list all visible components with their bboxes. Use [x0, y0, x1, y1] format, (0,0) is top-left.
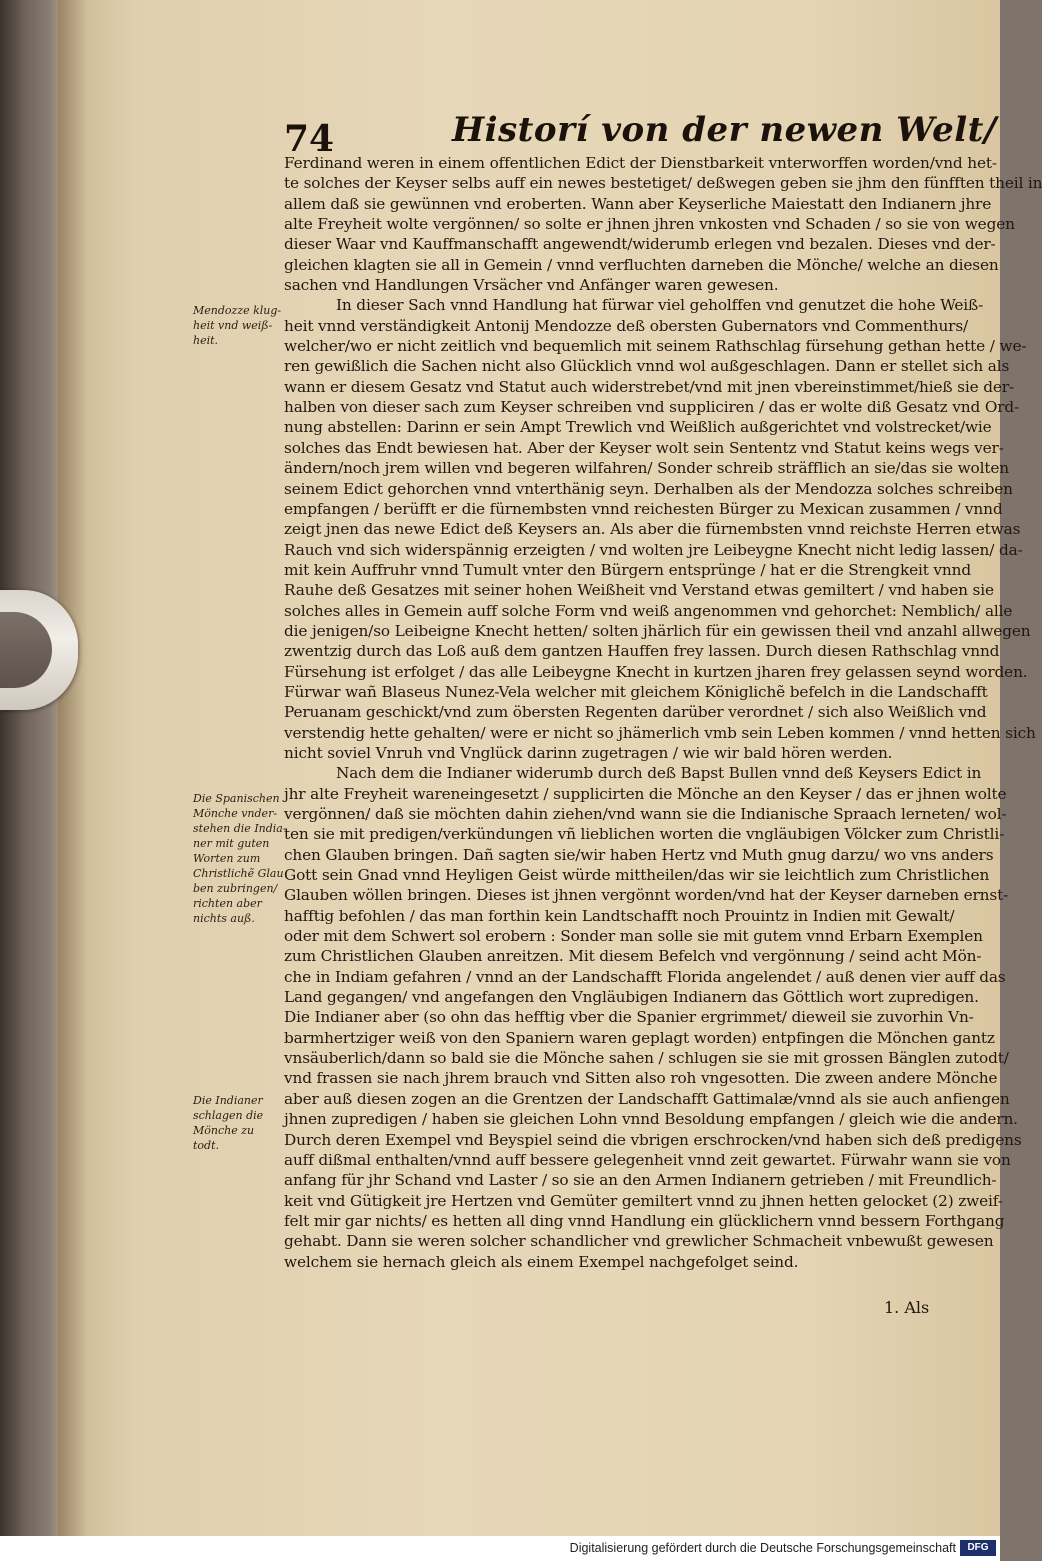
body-line: ändern/noch jrem willen vnd begeren wilfahren/ Sonder schreib sträfflich an sie/das sie wolten [284, 459, 1009, 478]
marginal-note-line: Christlichẽ Glau [193, 867, 284, 880]
marginal-note-line: Mönche zu [193, 1124, 255, 1137]
marginal-note-line: stehen die India- [193, 822, 287, 835]
marginal-note-line: Worten zum [193, 852, 261, 865]
body-line: jhnen zupredigen / haben sie gleichen Lohn vnnd Besoldung empfangen / gleich wie die andern. [284, 1110, 1018, 1129]
body-line: anfang für jhr Schand vnd Laster / so sie an den Armen Indianern getrieben / mit Freundlich- [284, 1171, 997, 1190]
body-line: alte Freyheit wolte vergönnen/ so solte er jhnen jhren vnkosten vnd Schaden / so sie von wegen [284, 215, 1015, 234]
body-line: auff dißmal enthalten/vnnd auff bessere gelegenheit vnnd zeit gewartet. Fürwahr wann sie von [284, 1150, 1011, 1169]
body-line: aber auß diesen zogen an die Grentzen der Landschafft Gattimalæ/vnnd als sie auch anfiengen [284, 1089, 1010, 1108]
body-line: Glauben wöllen bringen. Dieses ist jhnen vergönnt worden/vnd hat der Keyser darneben ernst- [284, 886, 1009, 905]
body-line: zum Christlichen Glauben anreitzen. Mit diesem Befelch vnd vergönnung / seind acht Mön- [284, 947, 982, 966]
body-line: te solches der Keyser selbs auff ein newes bestetiget/ deßwegen geben sie jhm den fünfften theil in [284, 174, 1042, 193]
body-line: wann er diesem Gesatz vnd Statut auch widerstrebet/vnd mit jnen vbereinstimmet/hieß sie der- [284, 377, 1014, 396]
body-line: ren gewißlich die Sachen nicht also Glücklich vnnd wol außgeschlagen. Dann er stellet sich als [284, 357, 1010, 376]
body-line: Die Indianer aber (so ohn das hefftig vber die Spanier ergrimmet/ dieweil sie zuvorhin Vn- [284, 1008, 974, 1027]
body-line: vnd frassen sie nach jhrem brauch vnd Sitten also roh vngesotten. Die zween andere Mönche [284, 1069, 998, 1088]
funding-credit: Digitalisierung gefördert durch die Deutsche Forschungsgemeinschaft [569, 1541, 956, 1555]
body-line: nicht soviel Vnruh vnd Vnglück darinn zugetragen / wie wir bald hören werden. [284, 743, 893, 762]
body-line: welcher/wo er nicht zeitlich vnd bequemlich mit seinem Rathschlag fürsehung gethan hette / we- [284, 337, 1027, 356]
body-line: gehabt. Dann sie weren solcher schandlicher vnd grewlicher Schmacheit vnbewußt gewesen [284, 1232, 994, 1251]
dfg-logo-icon: DFG [960, 1540, 996, 1556]
body-line: Rauch vnd sich widerspännig erzeigten / vnd wolten jre Leibeygne Knecht nicht ledig lassen/ da- [284, 540, 1023, 559]
marginal-note-line: heit. [193, 334, 219, 347]
page-number: 74 [284, 118, 335, 160]
body-line: chen Glauben bringen. Dañ sagten sie/wir haben Hertz vnd Muth gnug darzu/ wo vns anders [284, 845, 994, 864]
body-line: solches das Endt bewiesen hat. Aber der Keyser wolt sein Sententz vnd Statut keins wegs ver- [284, 438, 1004, 457]
body-line: keit vnd Gütigkeit jre Hertzen vnd Gemüter gemiltert vnnd zu jhnen hetten gelocket (2) zweif- [284, 1191, 1003, 1210]
body-line: felt mir gar nichts/ es hetten all ding vnnd Handlung ein glücklichern vnnd bessern Forthgang [284, 1211, 1005, 1230]
marginal-note-line: Mönche vnder- [193, 807, 278, 820]
body-line: ten sie mit predigen/verkündungen vñ lieblichen worten die vngläubigen Völcker zum Christli- [284, 825, 1005, 844]
body-line: In dieser Sach vnnd Handlung hat fürwar viel geholffen vnd genutzet die hohe Weiß- [336, 296, 984, 315]
body-line: Rauhe deß Gesatzes mit seiner hohen Weißheit vnd Verstand etwas gemiltert / vnd haben sie [284, 581, 994, 600]
body-line: sachen vnd Handlungen Vrsächer vnd Anfänger waren gewesen. [284, 276, 779, 295]
marginal-note-line: Die Spanischen [193, 792, 280, 805]
body-line: gleichen klagten sie all in Gemein / vnnd verfluchten darneben die Mönche/ welche an diesen [284, 255, 999, 274]
marginal-note [193, 791, 287, 926]
body-line: empfangen / berüfft er die fürnembsten vnnd reichesten Bürger zu Mexican zusammen / vnnd [284, 499, 1003, 518]
page-binding-shadow [58, 0, 88, 1536]
marginal-note-line: heit vnd weiß- [193, 319, 273, 332]
body-line: Fürsehung ist erfolget / das alle Leibeygne Knecht in kurtzen jharen frey gelassen seynd worden. [284, 662, 1028, 681]
body-line: Land gegangen/ vnd angefangen den Vngläubigen Indianern das Göttlich wort zupredigen. [284, 988, 979, 1007]
body-line: verstendig hette gehalten/ were er nicht so jhämerlich vmb sein Leben kommen / vnnd hetten sich [284, 723, 1036, 742]
marginal-note-line: ben zubringen/ [193, 882, 278, 895]
body-line: heit vnnd verständigkeit Antonij Mendozze deß obersten Gubernators vnd Commenthurs/ [284, 316, 969, 335]
body-line: barmhertziger weiß von den Spaniern waren geplagt worden) entpfingen die Mönchen gantz [284, 1028, 995, 1047]
body-line: halben von dieser sach zum Keyser schreiben vnd suppliciren / das er wolte diß Gesatz vnd Ord- [284, 398, 1020, 417]
marginal-note-line: nichts auß. [193, 912, 255, 925]
body-line: dieser Waar vnd Kauffmanschafft angewendt/widerumb erlegen vnd bezalen. Dieses vnd der- [284, 235, 996, 254]
body-line: Fürwar wañ Blaseus Nunez-Vela welcher mit gleichem Königlichẽ befelch in die Landschafft [284, 682, 988, 701]
body-line: vnsäuberlich/dann so bald sie die Mönche sahen / schlugen sie sie mit grossen Bänglen zutodt/ [284, 1049, 1009, 1068]
body-line: oder mit dem Schwert sol erobern : Sonder man solle sie mit gutem vnnd Erbarn Exemplen [284, 927, 983, 946]
marginal-note [193, 303, 283, 348]
body-line: nung abstellen: Darinn er sein Ampt Trewlich vnd Weißlich außgerichtet vnd volstrecket/wie [284, 418, 992, 437]
body-line: zwentzig durch das Loß auß dem gantzen Hauffen frey lassen. Durch diesen Rathschlag vnnd [284, 642, 1000, 661]
catchword: 1. Als [884, 1298, 930, 1317]
body-line: Durch deren Exempel vnd Beyspiel seind die vbrigen erschrocken/vnd haben sich deß predigens [284, 1130, 1022, 1149]
body-line: welchem sie hernach gleich als einem Exempel nachgefolget seind. [284, 1252, 799, 1271]
body-line: Gott sein Gnad vnnd Heyligen Geist würde mittheilen/das wir sie leichtlich zum Christlichen [284, 866, 990, 885]
marginal-note-line: ner mit guten [193, 837, 270, 850]
body-line: seinem Edict gehorchen vnnd vnterthänig seyn. Derhalben als der Mendozza solches schreiben [284, 479, 1013, 498]
body-line: hafftig befohlen / das man forthin kein Landtschafft noch Prouintz in Indien mit Gewalt/ [284, 906, 955, 925]
marginal-note-line: schlagen die [193, 1109, 264, 1122]
body-line: vergönnen/ daß sie möchten dahin ziehen/vnd wann sie die Indianische Spraach lerneten/ wol- [284, 805, 1007, 823]
marginal-note-line: richten aber [193, 897, 262, 910]
body-line: Ferdinand weren in einem offentlichen Edict der Dienstbarkeit vnterworffen worden/vnd het- [284, 154, 997, 172]
body-line: che in Indiam gefahren / vnnd an der Landschafft Florida angelendet / auß denen vier auff das [284, 967, 1006, 986]
body-line: zeigt jnen das newe Edict deß Keysers an. Als aber die fürnembsten vnnd reichste Herren etwas [284, 520, 1021, 539]
marginal-note-line: Mendozze klug- [193, 304, 282, 317]
body-line: allem daß sie gewünnen vnd eroberten. Wann aber Keyserliche Maiestatt den Indianern jhre [284, 194, 992, 213]
body-line: jhr alte Freyheit wareneingesetzt / supplicirten die Mönche an den Keyser / das er jhnen wolte [284, 784, 1007, 803]
body-line: solches alles in Gemein auff solche Form vnd weiß angenommen vnd gehorchet: Nemblich/ alle [284, 601, 1013, 620]
body-line: mit kein Auffruhr vnnd Tumult vnter den Bürgern entsprünge / hat er die Strengkeit vnnd [284, 560, 971, 579]
marginal-note-line: todt. [193, 1139, 220, 1152]
body-line: Peruanam geschickt/vnd zum öbersten Regenten darüber verordnet / sich also Weißlich vnd [284, 703, 987, 722]
body-text [284, 153, 1042, 1272]
running-title: Historí von der newen Welt/ [452, 110, 997, 150]
marginal-note-line: Die Indianer [193, 1094, 263, 1107]
body-line: Nach dem die Indianer widerumb durch deß Bapst Bullen vnnd deß Keysers Edict in [336, 764, 982, 783]
marginal-note [193, 1093, 283, 1153]
body-line: die jenigen/so Leibeigne Knecht hetten/ solten jhärlich für ein gewissen theil vnd anzahl allwegen [284, 621, 1031, 640]
